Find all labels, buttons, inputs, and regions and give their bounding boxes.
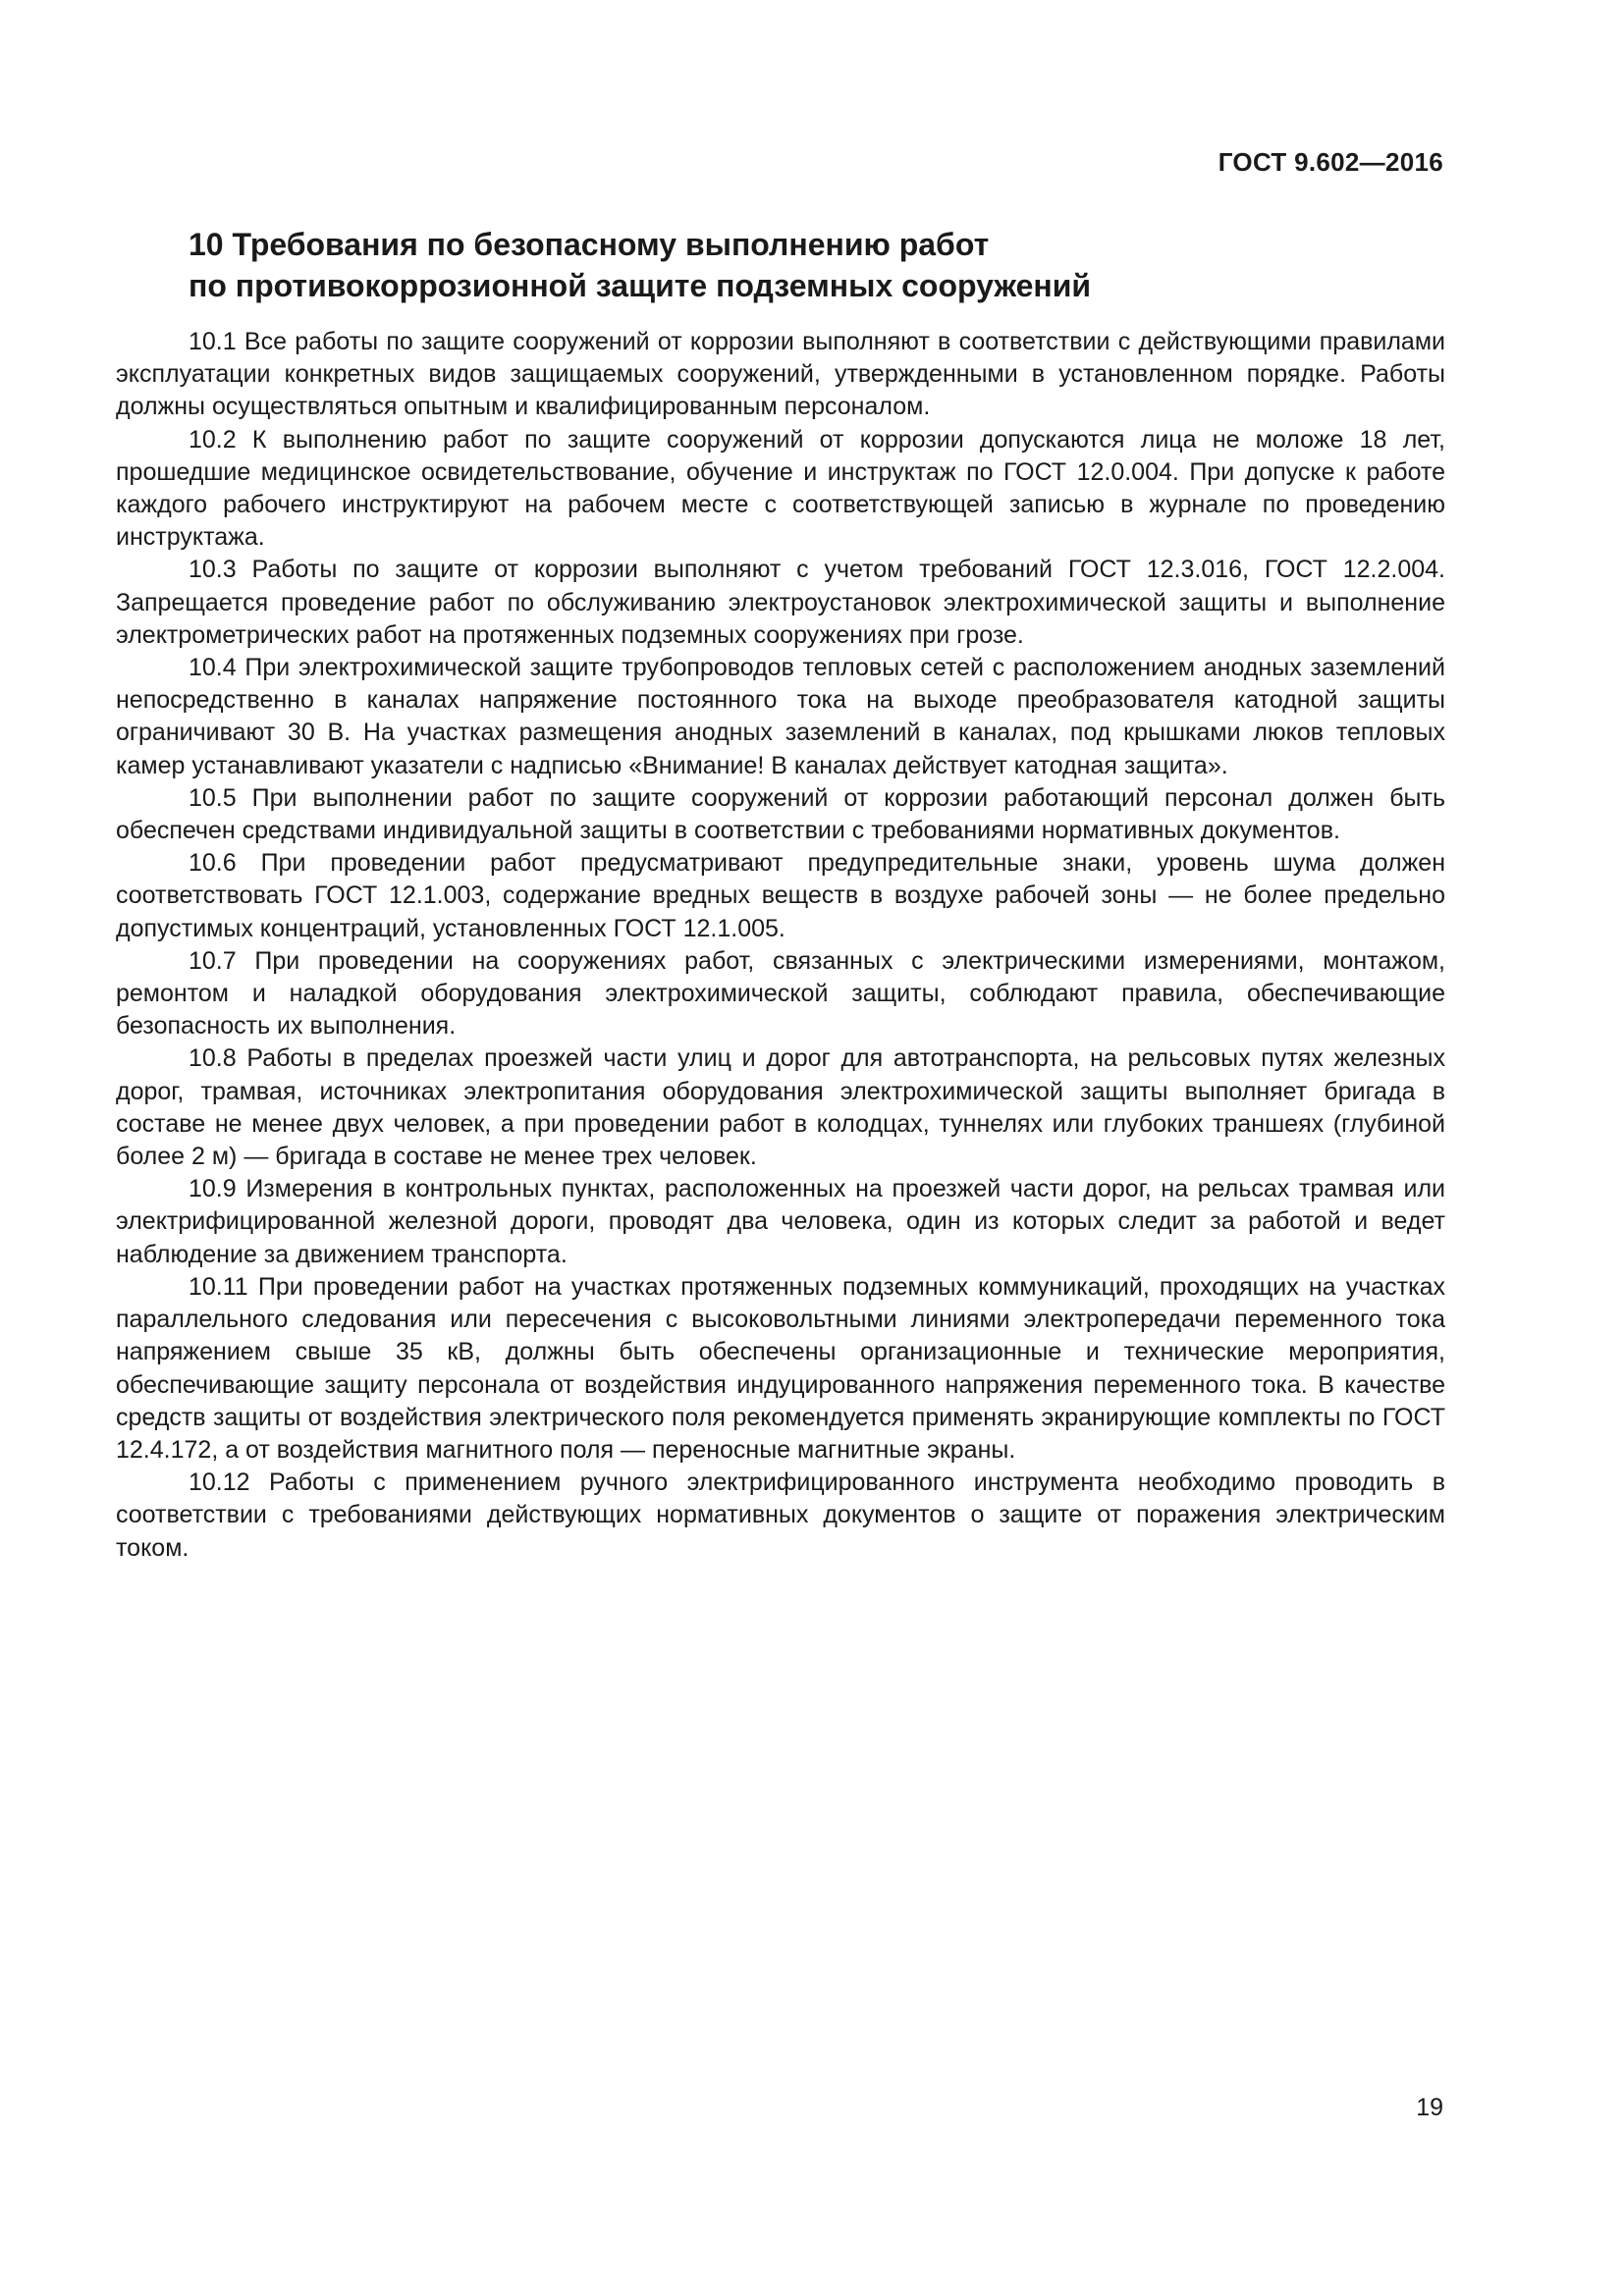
section-title — [189, 224, 1445, 306]
paragraph-10-3: 10.3 Работы по защите от коррозии выполняют с учетом требований ГОСТ 12.3.016, ГОСТ 12.2.004. Запрещается проведение работ по обслуживанию электроустановок электрохимической защиты и выполнение электрометрических работ на протяженных подземных сооружениях при грозе. — [116, 556, 1445, 649]
paragraph-10-11: 10.11 При проведении работ на участках протяженных подземных коммуникаций, проходящих на участках параллельного следования или пересечения с высоковольтными линиями электропередачи переменного тока напряжением свыше 35 кВ, должны быть обеспечены организационные и технические мероприятия, обеспечивающие защиту персонала от воздействия индуцированного напряжения переменного тока. В качестве средств защиты от воздействия электрического поля рекомендуется применять экранирующие комплекты по ГОСТ 12.4.172, а от воздействия магнитного поля — переносные магнитные экраны. — [116, 1272, 1445, 1464]
section-body — [116, 326, 1445, 1565]
paragraph-10-8: 10.8 Работы в пределах проезжей части улиц и дорог для автотранспорта, на рельсовых путях железных дорог, трамвая, источниках электропитания оборудования электрохимической защиты выполняет бригада в составе не менее двух человек, а при проведении работ в колодцах, туннелях или глубоких траншеях (глубиной более 2 м) — бригада в составе не менее трех человек. — [116, 1044, 1445, 1171]
paragraph-10-6: 10.6 При проведении работ предусматривают предупредительные знаки, уровень шума должен соответствовать ГОСТ 12.1.003, содержание вредных веществ в воздухе рабочей зоны — не более предельно допустимых концентраций, установленных ГОСТ 12.1.005. — [116, 849, 1445, 942]
section-title-line-1: 10 Требования по безопасному выполнению работ — [189, 227, 990, 262]
paragraph-10-9: 10.9 Измерения в контрольных пунктах, расположенных на проезжей части дорог, на рельсах трамвая или электрифицированной железной дороги, проводят два человека, один из которых следит за работой и ведет наблюдение за движением транспорта. — [116, 1175, 1445, 1268]
paragraph-10-4: 10.4 При электрохимической защите трубопроводов тепловых сетей с расположением анодных заземлений непосредственно в каналах напряжение постоянного тока на выходе преобразователя катодной защиты ограничивают 30 В. На участках размещения анодных заземлений в каналах, под крышками люков тепловых камер устанавливают указатели с надписью «Внимание! В каналах действует катодная защита». — [116, 654, 1445, 779]
paragraph-10-5: 10.5 При выполнении работ по защите сооружений от коррозии работающий персонал должен быть обеспечен средствами индивидуальной защиты в соответствии с требованиями нормативных документов. — [116, 783, 1445, 845]
paragraph-10-1: 10.1 Все работы по защите сооружений от коррозии выполняют в соответствии с действующими правилами эксплуатации конкретных видов защищаемых сооружений, утвержденными в установленном порядке. Работы должны осуществляться опытным и квалифицированным персоналом. — [116, 328, 1445, 421]
document-code: ГОСТ 9.602—2016 — [1218, 147, 1443, 177]
paragraph-10-2: 10.2 К выполнению работ по защите сооружений от коррозии допускаются лица не моложе 18 лет, прошедшие медицинское освидетельствование, обучение и инструктаж по ГОСТ 12.0.004. При допуске к работе каждого рабочего инструктируют на рабочем месте с соответствующей записью в журнале по проведению инструктажа. — [116, 425, 1445, 552]
page-number: 19 — [1416, 2094, 1443, 2121]
paragraph-10-7: 10.7 При проведении на сооружениях работ, связанных с электрическими измерениями, монтажом, ремонтом и наладкой оборудования электрохимической защиты, соблюдают правила, обеспечивающие безопасность их выполнения. — [116, 946, 1445, 1041]
section-title-line-2: по противокоррозионной защите подземных сооружений — [189, 268, 1092, 303]
paragraph-10-12: 10.12 Работы с применением ручного электрифицированного инструмента необходимо проводить в соответствии с требованиями действующих нормативных документов о защите от поражения электрическим током. — [116, 1468, 1445, 1562]
